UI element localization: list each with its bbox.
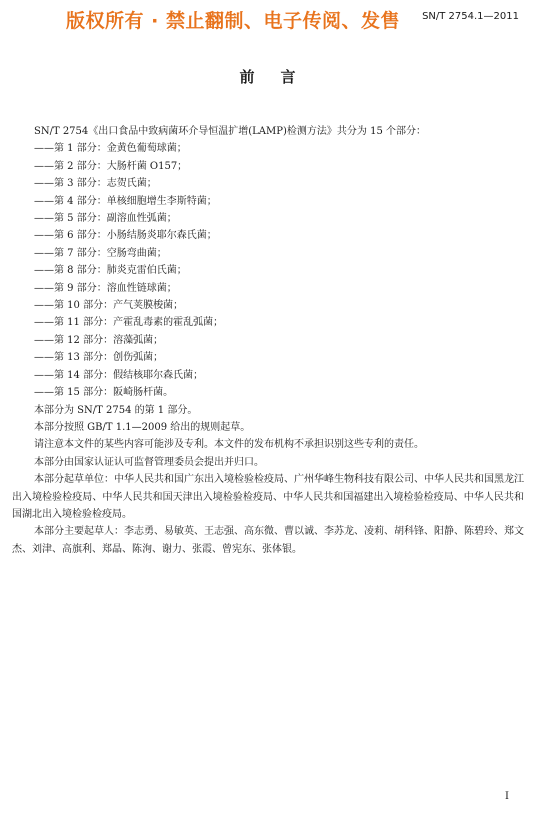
list-item: ——第 5 部分：副溶血性弧菌； bbox=[34, 213, 177, 225]
list-item: ——第 10 部分：产气荚膜梭菌； bbox=[34, 300, 184, 312]
paragraph-drafters: 本部分主要起草人：李志勇、易敏英、王志强、高东微、曹以诚、李苏龙、凌莉、胡科锋、阳静、陈碧玲、郑文杰、刘津、高旗利、郑晶、陈洵、谢力、张霞、曾宪东、张体银。 bbox=[12, 526, 524, 555]
list-item: ——第 9 部分：溶血性链球菌； bbox=[34, 282, 177, 294]
page-title: 前言 bbox=[239, 68, 322, 86]
list-item: ——第 11 部分：产霍乱毒素的霍乱弧菌； bbox=[34, 317, 224, 329]
foreword-body bbox=[12, 123, 524, 558]
intro-line: SN/T 2754《出口食品中致病菌环介导恒温扩增(LAMP)检测方法》共分为 15 个部分： bbox=[34, 126, 426, 137]
list-item: ——第 13 部分：创伤弧菌； bbox=[34, 352, 164, 364]
list-item: ——第 2 部分：大肠杆菌 O157； bbox=[34, 160, 188, 172]
list-item: ——第 6 部分：小肠结肠炎耶尔森氏菌； bbox=[34, 230, 217, 242]
list-item: ——第 15 部分：阪崎肠杆菌。 bbox=[34, 387, 174, 399]
standard-number: SN/T 2754.1—2011 bbox=[422, 11, 519, 22]
list-item: ——第 12 部分：溶藻弧菌； bbox=[34, 334, 164, 346]
paragraph-drafting-units: 本部分起草单位：中华人民共和国广东出入境检验检疫局、广州华峰生物科技有限公司、中华人民共和国黑龙江出入境检验检疫局、中华人民共和国天津出入境检验检疫局、中华人民共和国福建出入境检验检疫局、中华人民共和国湖北出入境检验检疫局。 bbox=[12, 474, 524, 520]
parts-list bbox=[12, 140, 524, 401]
paragraph-drafting-rules: 本部分按照 GB/T 1.1—2009 给出的规则起草。 bbox=[34, 421, 251, 433]
list-item: ——第 1 部分：金黄色葡萄球菌； bbox=[34, 143, 187, 155]
page-number: I bbox=[505, 791, 509, 802]
list-item: ——第 7 部分：空肠弯曲菌； bbox=[34, 247, 167, 259]
watermark-banner: 版权所有 · 禁止翻制、电子传阅、发售 bbox=[66, 10, 400, 32]
paragraph-proposer: 本部分由国家认证认可监督管理委员会提出并归口。 bbox=[34, 456, 264, 468]
list-item: ——第 3 部分：志贺氏菌； bbox=[34, 178, 157, 190]
list-item: ——第 4 部分：单核细胞增生李斯特菌； bbox=[34, 195, 217, 207]
list-item: ——第 8 部分：肺炎克雷伯氏菌； bbox=[34, 265, 187, 277]
paragraph-patent-notice: 请注意本文件的某些内容可能涉及专利。本文件的发布机构不承担识别这些专利的责任。 bbox=[34, 439, 424, 451]
list-item: ——第 14 部分：假结核耶尔森氏菌； bbox=[34, 369, 204, 381]
paragraph-part-number: 本部分为 SN/T 2754 的第 1 部分。 bbox=[34, 404, 198, 416]
